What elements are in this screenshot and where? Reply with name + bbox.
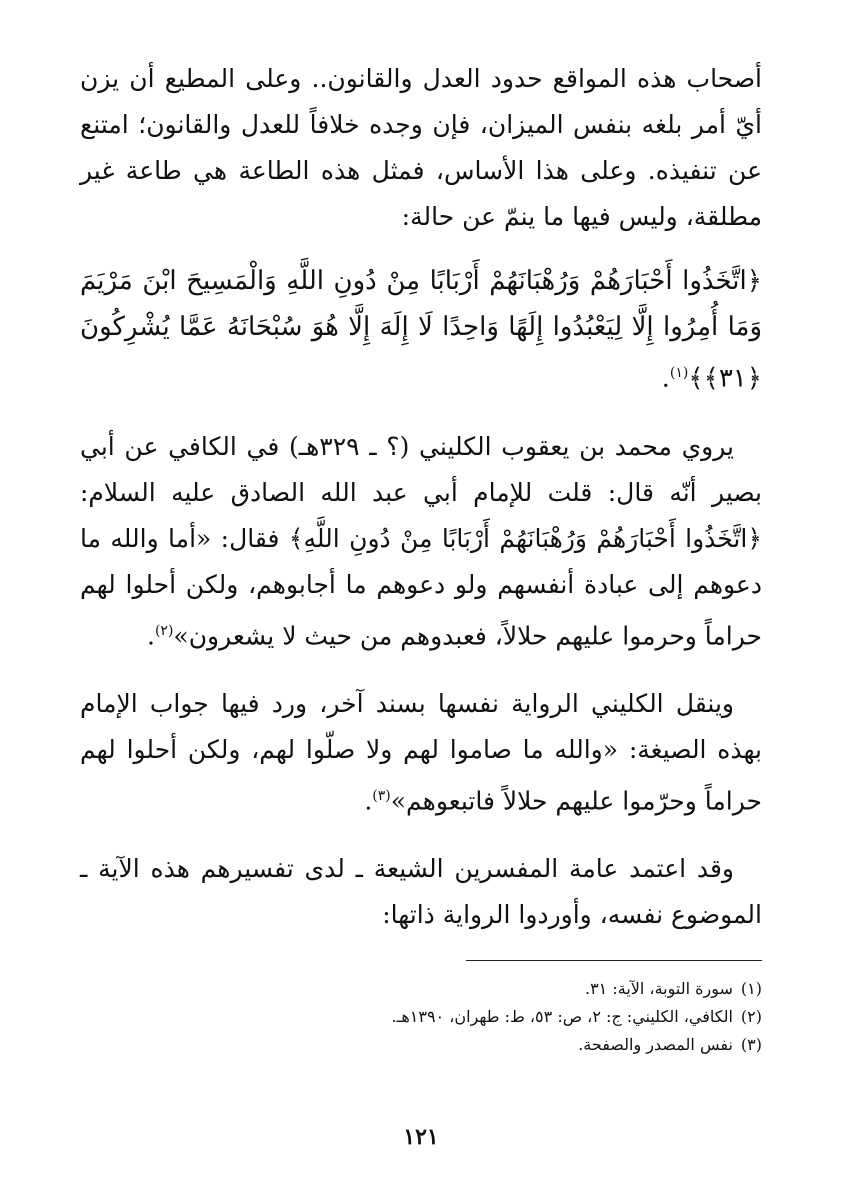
spacer [80,659,762,681]
paragraph-2-text: يروي محمد بن يعقوب الكليني (؟ ـ ٣٢٩هـ) في الكافي عن أبي بصير أنّه قال: قلت للإمام أبي عبد الله الصادق عليه السلام: ﴿اتَّخَذُوا أَحْبَارَهُمْ وَرُهْبَانَهُمْ أَرْبَابًا مِنْ دُونِ اللَّهِ﴾ فقال: «أما والله ما دعوهم إلى عبادة أنفسهم ولو دعوهم ما أجابوهم، ولكن أحلوا لهم حراماً وحرموا عليهم حلالاً، فعبدوهم من حيث لا يشعرون» [80,431,762,650]
footnote-number: (٢) [740,1007,762,1027]
paragraph-1 [80,56,762,240]
spacer [80,824,762,846]
spacer [80,240,762,258]
footnote-item [80,975,762,1003]
quran-verse-text: ﴿اتَّخَذُوا أَحْبَارَهُمْ وَرُهْبَانَهُمْ أَرْبَابًا مِنْ دُونِ اللَّهِ وَالْمَسِيحَ ابْنَ مَرْيَمَ وَمَا أُمِرُوا إِلَّا لِيَعْبُدُوا إِلَهًا وَاحِدًا لَا إِلَهَ إِلَّا هُوَ سُبْحَانَهُ عَمَّا يُشْرِكُونَ ﴿٣١﴾﴾ [80,266,762,394]
footnote-number: (١) [740,979,762,999]
footnote-item [80,1031,762,1059]
footnote-divider [466,960,762,961]
footnote-text: سورة التوبة، الآية: ٣١. [584,979,733,999]
paragraph-1-text: أصحاب هذه المواقع حدود العدل والقانون.. وعلى المطيع أن يزن أيّ أمر بلغه بنفس الميزان، فإن وجده خلافاً للعدل والقانون؛ امتنع عن تنفيذه. وعلى هذا الأساس، فمثل هذه الطاعة هي طاعة غير مطلقة، وليس فيها ما ينمّ عن حالة: [80,64,762,231]
paragraph-2: يروي محمد بن يعقوب الكليني (؟ ـ ٣٢٩هـ) في الكافي عن أبي بصير أنّه قال: قلت للإمام أبي عبد الله الصادق عليه السلام: ﴿اتَّخَذُوا أَحْبَارَهُمْ وَرُهْبَانَهُمْ أَرْبَابًا مِنْ دُونِ اللَّهِ﴾ فقال: «أما والله ما دعوهم إلى عبادة أنفسهم ولو دعوهم ما أجابوهم، ولكن أحلوا لهم حراماً وحرموا عليهم حلالاً، فعبدوهم من حيث لا يشعرون»$^{(٢)}$. [80,431,762,650]
footnote-number: (٣) [740,1035,762,1055]
footnote-item [80,1003,762,1031]
paragraph-3: وينقل الكليني الرواية نفسها بسند آخر، ورد فيها جواب الإمام بهذه الصيغة: «والله ما صاموا لهم ولا صلّوا لهم، ولكن أحلوا لهم حراماً وحرّموا عليهم حلالاً فاتبعوهم»$^{(٣)}$. [80,688,762,816]
footnote-ref-3: (٣) [372,787,391,804]
footnote-text: نفس المصدر والصفحة. [578,1035,733,1055]
footnote-text: الكافي، الكليني: ج: ٢، ص: ٥٣، ط: طهران، ١٣٩٠هـ. [391,1007,733,1027]
footnote-ref-1: (١) [669,365,689,381]
paragraph-4-text: وقد اعتمد عامة المفسرين الشيعة ـ لدى تفسيرهم هذه الآية ـ الموضوع نفسه، وأوردوا الرواية ذاتها: [80,854,762,930]
paragraph-4 [80,846,762,938]
footnote-ref-2: (٢) [154,622,174,639]
page-number: ١٢١ [403,1124,439,1150]
spacer [80,402,762,424]
footnotes-list [80,975,762,1059]
quran-verse: ﴿اتَّخَذُوا أَحْبَارَهُمْ وَرُهْبَانَهُمْ أَرْبَابًا مِنْ دُونِ اللَّهِ وَالْمَسِيحَ ابْنَ مَرْيَمَ وَمَا أُمِرُوا إِلَّا لِيَعْبُدُوا إِلَهًا وَاحِدًا لَا إِلَهَ إِلَّا هُوَ سُبْحَانَهُ عَمَّا يُشْرِكُونَ ﴿٣١﴾﴾$^{(١)}$. [80,266,762,394]
paragraph-3-text: وينقل الكليني الرواية نفسها بسند آخر، ورد فيها جواب الإمام بهذه الصيغة: «والله ما صاموا لهم ولا صلّوا لهم، ولكن أحلوا لهم حراماً وحرّموا عليهم حلالاً فاتبعوهم» [80,688,762,816]
